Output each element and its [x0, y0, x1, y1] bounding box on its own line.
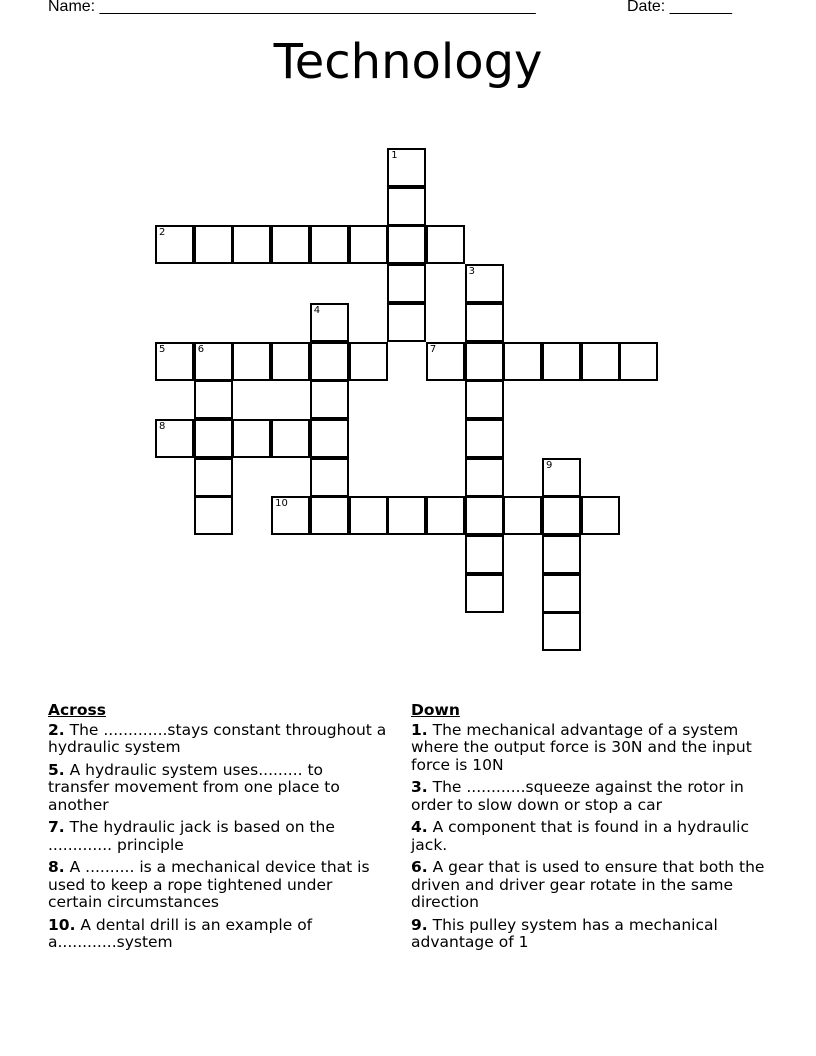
clue-number: 7 [429, 343, 437, 355]
crossword-cell[interactable] [387, 264, 426, 303]
crossword-cell[interactable] [387, 187, 426, 226]
clue-number: 1 [391, 150, 398, 161]
crossword-cell[interactable] [387, 225, 426, 264]
crossword-cell[interactable] [542, 535, 581, 574]
crossword-cell[interactable] [232, 342, 271, 381]
crossword-cell[interactable] [465, 496, 504, 535]
clue-number: 3 [468, 266, 475, 278]
crossword-cell[interactable] [503, 342, 542, 381]
crossword-cell[interactable] [271, 496, 310, 535]
clue-number: 2 [159, 227, 166, 239]
crossword-cell[interactable] [387, 148, 426, 187]
clue-down-4: 4. A component that is found in a hydraulic jack. [411, 818, 749, 854]
crossword-cell[interactable] [310, 458, 349, 497]
date-field[interactable]: Date: _______ [627, 0, 732, 15]
crossword-cell[interactable] [542, 342, 581, 381]
clue-across-2: 2. The .............stays constant throughout a hydraulic system [48, 720, 387, 756]
down-clues [411, 702, 773, 957]
crossword-cell[interactable] [232, 225, 271, 264]
crossword-cell[interactable] [349, 225, 388, 264]
clue-across-10: 10. A dental drill is an example of a............system [48, 915, 313, 951]
crossword-cell[interactable] [194, 225, 233, 264]
clue-number: 8 [159, 420, 166, 432]
crossword-cell[interactable] [465, 419, 504, 458]
crossword-cell[interactable] [426, 496, 465, 535]
crossword-cell[interactable] [194, 458, 233, 497]
crossword-cell[interactable] [465, 458, 504, 497]
name-field[interactable]: Name: _________________________________________________ [48, 0, 536, 15]
clue-number: 10 [275, 498, 288, 510]
down-heading: Down [411, 701, 460, 719]
crossword-cell[interactable] [232, 419, 271, 458]
crossword-cell[interactable] [465, 264, 504, 303]
crossword-cell[interactable] [542, 574, 581, 613]
crossword-cell[interactable] [310, 419, 349, 458]
clue-down-1: 1. The mechanical advantage of a system where the output force is 30N and the input force is 10N [411, 720, 752, 774]
crossword-cell[interactable] [349, 342, 388, 381]
crossword-cell[interactable] [194, 496, 233, 535]
crossword-cell[interactable] [387, 496, 426, 535]
crossword-cell[interactable] [194, 342, 233, 381]
crossword-cell[interactable] [465, 574, 504, 613]
crossword-cell[interactable] [155, 342, 194, 381]
clue-down-6: 6. A gear that is used to ensure that both the driven and driver gear rotate in the same direction [411, 858, 765, 911]
crossword-cell[interactable] [271, 225, 310, 264]
crossword-cell[interactable] [349, 496, 388, 535]
across-clues [48, 702, 388, 957]
crossword-cell[interactable] [387, 303, 426, 342]
clue-number: 5 [159, 343, 166, 355]
crossword-cell[interactable] [310, 342, 349, 381]
clue-down-3: 3. The ............squeeze against the rotor in order to slow down or stop a car [411, 778, 744, 814]
clue-number: 4 [313, 304, 321, 316]
crossword-cell[interactable] [155, 225, 194, 264]
across-heading: Across [48, 701, 106, 719]
crossword-cell[interactable] [310, 225, 349, 264]
crossword-cell[interactable] [271, 419, 310, 458]
crossword-cell[interactable] [426, 342, 465, 381]
crossword-cell[interactable] [542, 496, 581, 535]
crossword-cell[interactable] [581, 496, 620, 535]
crossword-cell[interactable] [581, 342, 620, 381]
clue-number: 6 [197, 343, 205, 355]
crossword-cell[interactable] [271, 342, 310, 381]
crossword-cell[interactable] [465, 342, 504, 381]
crossword-cell[interactable] [503, 496, 542, 535]
clue-across-8: 8. A .......... is a mechanical device that is used to keep a rope tightened under certain circumstances [48, 858, 370, 911]
clue-down-9: 9. This pulley system has a mechanical advantage of 1 [411, 915, 718, 951]
crossword-cell[interactable] [310, 380, 349, 419]
crossword-cell[interactable] [465, 535, 504, 574]
crossword-cell[interactable] [465, 303, 504, 342]
crossword-cell[interactable] [426, 225, 465, 264]
clue-across-7: 7. The hydraulic jack is based on the ............. principle [48, 818, 335, 854]
crossword-cell[interactable] [465, 380, 504, 419]
clue-across-5: 5. A hydraulic system uses......... to transfer movement from one place to another [48, 760, 340, 814]
crossword-cell[interactable] [542, 612, 581, 651]
crossword-cell[interactable] [155, 419, 194, 458]
crossword-cell[interactable] [194, 380, 233, 419]
crossword-cell[interactable] [542, 458, 581, 497]
crossword-cell[interactable] [619, 342, 658, 381]
crossword-cell[interactable] [194, 419, 233, 458]
clue-number: 9 [546, 459, 553, 471]
crossword-cell[interactable] [310, 303, 349, 342]
crossword-cell[interactable] [310, 496, 349, 535]
page-title: Technology [273, 34, 543, 90]
